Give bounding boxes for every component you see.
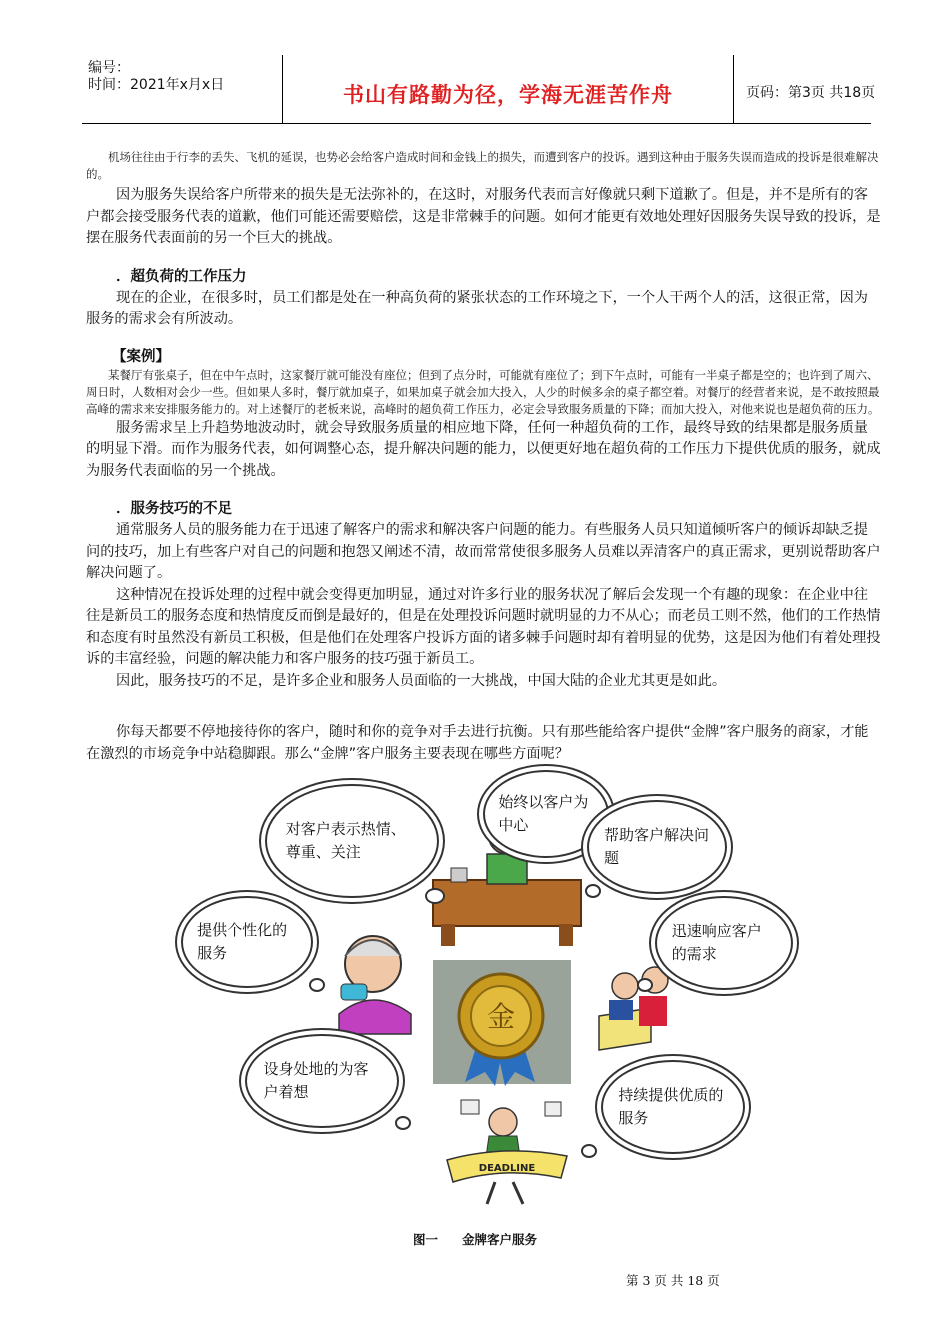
page-info: 页码：第3页 共18页 (746, 85, 876, 101)
bubble-tail (309, 978, 325, 992)
header-motto-cell (282, 55, 734, 123)
paragraph-gold-intro: 你每天都要不停地接待你的客户，随时和你的竞争对手去进行抗衡。只有那些能给客户提供“金牌”客户服务的商家，才能在激烈的市场竞争中站稳脚跟。那么“金牌”客户服务主要表现在哪些方面呢？ (86, 724, 869, 762)
number-label: 编号： (88, 60, 130, 76)
gold-service-diagram (197, 764, 815, 1206)
bubble-respond-quickly (655, 896, 793, 990)
bubble-empathy-text: 设身处地的为客户着想 (263, 1060, 369, 1101)
caption-label: 图一 (412, 1232, 438, 1247)
page-header (82, 55, 876, 124)
motto: 书山有路勤为径，学海无涯苦作舟 (343, 83, 673, 107)
figure-caption (0, 1230, 950, 1248)
bubble-respect-text: 对客户表示热情、尊重、关注 (285, 820, 406, 861)
paragraph-skills-2: 这种情况在投诉处理的过程中就会变得更加明显，通过对许多行业的服务状况了解后会发现一个有趣的现象：在企业中往往是新员工的服务态度和热情度反而倒是最好的，但是在处理投诉问题时就明显的力不从心；而老员工则不然，他们的工作热情和态度有时虽然没有新员工积极，但是他们在处理客户投诉方面的诸多棘手问题时却有着明显的优势，这是因为他们有着处理投诉的丰富经验，问题的解决能力和客户服务的技巧强于新员工。 (86, 586, 881, 667)
bubble-solve-problems-text: 帮助客户解决问题 (603, 826, 709, 867)
section-heading-skills: ．服务技巧的不足 (116, 501, 232, 517)
bubble-personalized (181, 896, 313, 988)
paragraph-overload-2: 服务需求呈上升趋势地波动时，就会导致服务质量的相应地下降，任何一种超负荷的工作，最终导致的结果都是服务质量的明显下滑。而作为服务代表，如何调整心态，提升解决问题的能力，以便更好地在超负荷的工作压力下提供优质的服务，就成为服务代表面临的另一个挑战。 (86, 419, 881, 479)
paragraph-skills-3: 因此，服务技巧的不足，是许多企业和服务人员面临的一大挑战，中国大陆的企业尤其更是如此。 (116, 672, 727, 689)
bubble-continuous-quality (601, 1060, 745, 1154)
running-man-deadline-icon (447, 1100, 567, 1204)
time-label: 时间：2021年x月x日 (88, 77, 225, 93)
bubble-tail (581, 1144, 597, 1158)
paragraph-skills-1: 通常服务人员的服务能力在于迅速了解客户的需求和解决客户问题的能力。有些服务人员只知道倾听客户的倾诉却缺乏提问的技巧，加上有些客户对自己的问题和抱怨又阐述不清，故而常常使很多服务人员难以弄清客户的真正需求，更别说帮助客户解决问题了。 (86, 522, 881, 581)
header-meta (82, 55, 282, 123)
case-heading: 【案例】 (112, 348, 170, 365)
caption-text: 金牌客户服务 (462, 1232, 538, 1247)
bubble-tail (395, 1116, 411, 1130)
bubble-respect (265, 784, 439, 898)
bubble-respond-quickly-text: 迅速响应客户的需求 (671, 922, 762, 963)
bubble-tail (425, 888, 445, 904)
bubble-empathy (245, 1034, 399, 1128)
header-page-cell (732, 55, 876, 123)
section-heading-overload: ．超负荷的工作压力 (116, 268, 247, 285)
paragraph-overload: 现在的企业，在很多时，员工们都是处在一种高负荷的紧张状态的工作环境之下，一个人干两个人的活，这很正常，因为服务的需求会有所波动。 (86, 289, 868, 327)
document-body (86, 149, 882, 765)
people-with-book-icon (599, 967, 668, 1050)
bubble-personalized-text: 提供个性化的服务 (197, 921, 288, 962)
paragraph-loss: 因为服务失误给客户所带来的损失是无法弥补的，在这时，对服务代表而言好像就只剩下道歉了。但是，并不是所有的客户都会接受服务代表的道歉，他们可能还需要赔偿，这是非常棘手的问题。如何才能更有效地处理好因服务失误导致的投诉，是摆在服务代表面前的另一个巨大的挑战。 (86, 187, 881, 246)
deadline-text: DEADLINE (478, 1163, 536, 1174)
bubble-tail (585, 884, 601, 898)
bubble-tail (637, 978, 653, 992)
case-text: 某餐厅有张桌子，但在中午点时，这家餐厅就可能没有座位；但到了点分时，可能就有座位了；到下午点时，可能有一半桌子都是空的；也许到了周六、周日时，人数相对会少一些。但如果人多时，餐厅就加桌子，如果加桌子就会加大投入，人少的时候多余的桌子都空着。对餐厅的经营者来说，是不敢按照最高峰的需求来安排服务能力的。对上述餐厅的老板来说，高峰时的超负荷工作压力，必定会导致服务质量的下降；而加大投入，对他来说也是超负荷的压力。 (86, 367, 880, 416)
bubble-continuous-quality-text: 持续提供优质的服务 (618, 1086, 724, 1127)
elderly-lady-icon (339, 936, 411, 1034)
bubble-customer-centered-text: 始终以客户为中心 (498, 793, 589, 834)
page-footer: 第 3 页 共 18 页 (626, 1273, 720, 1288)
medal-char: 金 (486, 1000, 516, 1033)
bubble-solve-problems (587, 800, 727, 894)
intro-small-paragraph: 机场往往由于行李的丢失、飞机的延误，也势必会给客户造成时间和金钱上的损失，而遭到客户的投诉。遇到这种由于服务失误而造成的投诉是很难解决的。 (86, 150, 879, 181)
